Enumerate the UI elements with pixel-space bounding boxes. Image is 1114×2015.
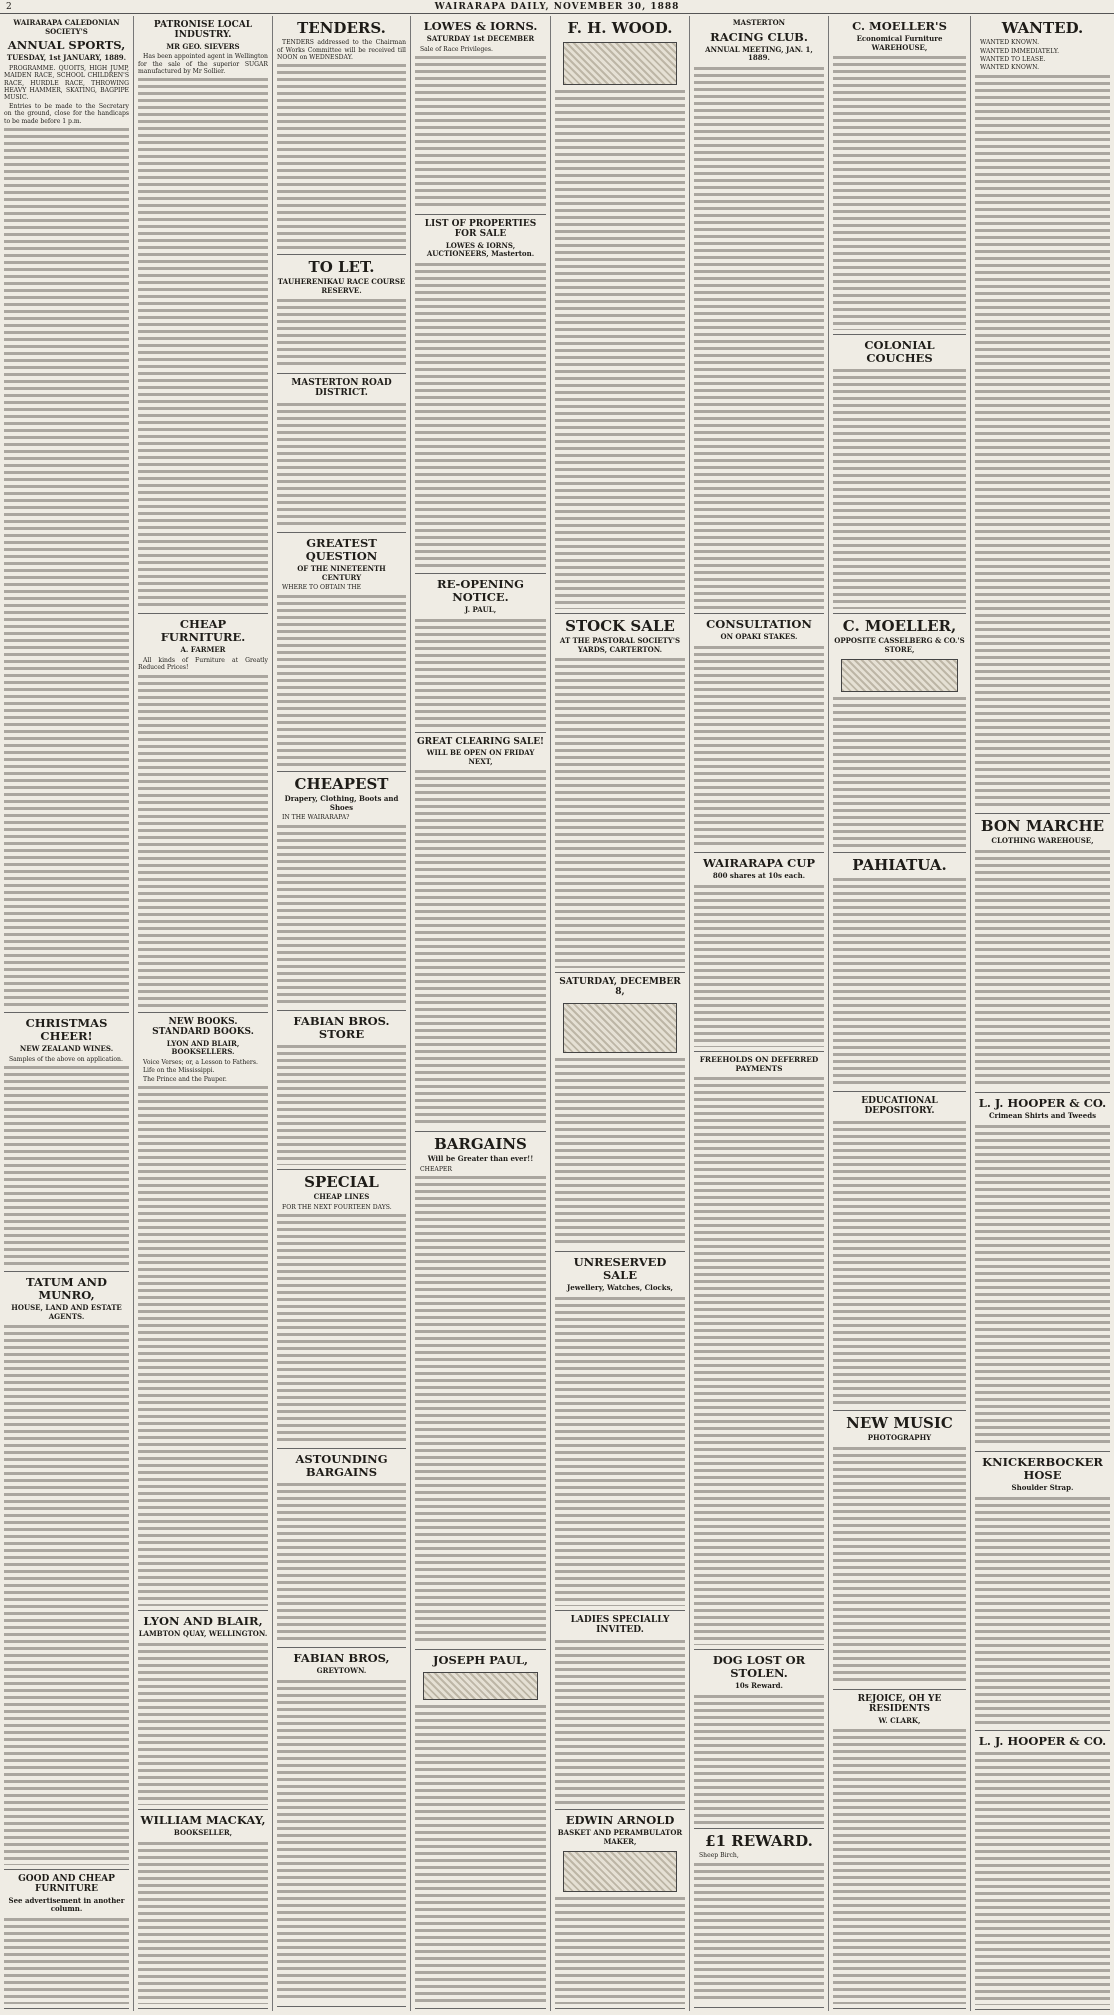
fine-print [415,1174,546,1645]
fine-print [415,1703,546,2004]
ad-body [4,65,129,126]
ad-paragraph: WANTED KNOWN. [980,64,1040,72]
ad-headline: C. MOELLER'S [852,19,947,33]
advertisement [555,16,685,614]
ad-headline: TO LET. [308,258,375,276]
ad-headline: C. MOELLER, [842,617,957,635]
fine-print [975,1750,1110,2005]
advertisement [4,16,129,1013]
fine-print [555,1638,685,1805]
ad-subheadline: See advertisement in another column. [8,1895,125,1914]
fine-print [833,695,966,848]
ad-body [975,39,1110,73]
fine-print [277,1043,406,1165]
ad-paragraph: FOR THE NEXT FOURTEEN DAYS. [282,1203,392,1211]
fine-print [277,823,406,1006]
ad-body [277,584,406,592]
ad-subheadline: W. CLARK, [878,1715,921,1725]
advertisement [415,1132,546,1650]
advertisement [415,574,546,733]
advertisement [975,814,1110,1093]
advertisement [415,16,546,215]
fine-print [833,54,966,330]
ad-headline: NEW BOOKS. STANDARD BOOKS. [152,1017,254,1038]
ad-subheadline: PHOTOGRAPHY [867,1433,932,1443]
ad-headline: L. J. HOOPER & CO. [978,1734,1107,1748]
ad-headline: £1 REWARD. [705,1832,813,1850]
fine-print [555,1056,685,1247]
advertisement [694,1052,824,1650]
ad-headline: NEW MUSIC [846,1414,953,1432]
fine-print [975,73,1110,809]
advertisement [833,335,966,614]
fine-print [4,126,129,1008]
advertisement [555,1810,685,2009]
ad-paragraph: Voice Verses; or, a Lesson to Fathers. [143,1058,258,1066]
page-number: 2 [6,2,12,12]
ad-body [277,814,406,822]
advertisement [975,1731,1110,2010]
fine-print [694,1861,824,2003]
fine-print [975,1495,1110,1726]
ad-subheadline: BOOKSELLER, [173,1828,233,1838]
advertisement [833,853,966,1092]
ad-subheadline: MR GEO. SIEVERS [166,41,240,51]
advertisement [277,374,406,533]
ad-paragraph: Sale of Race Privileges. [420,45,493,53]
ad-body [277,39,406,62]
ad-headline: L. J. HOOPER & CO. [978,1096,1107,1110]
ad-paragraph: CHEAPER [420,1165,452,1173]
ad-subheadline: Jewellery, Watches, Clocks, [566,1283,673,1293]
advertisement [4,1870,129,2009]
ad-headline: LOWES & IORNS. [423,19,538,33]
advertisement [277,772,406,1011]
ad-headline: F. H. WOOD. [567,19,673,37]
ad-subheadline: CLOTHING WAREHOUSE, [991,836,1094,846]
ad-subheadline: TUESDAY, 1st JANUARY, 1889. [6,53,127,63]
advertisement [555,1611,685,1810]
ad-headline: WAIRARAPA CUP [702,856,815,870]
ad-subheadline: LOWES & IORNS, AUCTIONEERS, Masterton. [426,240,535,259]
ad-headline: BARGAINS [434,1135,527,1153]
advertisement [277,1170,406,1449]
fine-print [694,1075,824,1645]
ad-subheadline: CHEAP LINES [313,1192,370,1202]
fine-print [138,1084,268,1606]
fine-print [277,1481,406,1643]
fine-print [694,644,824,848]
ad-body [138,1059,268,1084]
advertisement [277,1449,406,1648]
advertisement [415,733,546,1132]
fine-print [4,1916,129,2004]
advertisement [833,1411,966,1690]
ad-paragraph: IN THE WAIRARAPA? [282,814,350,822]
ad-subheadline: A. FARMER [180,645,226,655]
advertisement [694,16,824,614]
ad-headline: PAHIATUA. [852,856,947,874]
ad-subheadline: Will be Greater than ever!! [427,1154,534,1164]
ad-headline: LYON AND BLAIR, [143,1614,263,1628]
fine-print [833,367,966,609]
ad-paragraph: The Prince and the Pauper. [143,1075,227,1083]
advertisement [833,614,966,853]
ad-headline: BON MARCHE [980,817,1105,835]
ad-headline: GREAT CLEARING SALE! [416,737,545,747]
ad-subheadline: OF THE NINETEENTH CENTURY [297,564,386,582]
ad-subheadline: AT THE PASTORAL SOCIETY'S YARDS, CARTERTON. [559,636,681,654]
advertisement [975,1452,1110,1731]
ad-subheadline: SATURDAY 1st DECEMBER [426,34,535,44]
ad-headline: WANTED. [1001,19,1084,37]
ad-headline: COLONIAL COUCHES [864,338,935,366]
advertisement [277,255,406,374]
fine-print [833,876,966,1087]
engraving-illustration [563,1003,677,1053]
column-3 [273,16,411,2011]
fine-print [833,1727,966,2004]
ad-headline: CONSULTATION [706,617,812,631]
advertisement [694,853,824,1052]
ad-paragraph: Entries to be made to the Secretary on the ground, close for the handicaps to be made before 1 p.m. [4,102,129,125]
advertisement [4,1272,129,1870]
ad-subheadline: 800 shares at 10s each. [712,871,806,881]
ad-paragraph: Sheep Birch, [699,1852,739,1860]
ad-body [415,1166,546,1174]
ad-subheadline: WILL BE OPEN ON FRIDAY NEXT, [426,748,535,766]
ad-subheadline: ON OPAKI STAKES. [720,632,798,642]
ad-subheadline: GREYTOWN. [316,1666,367,1676]
fine-print [277,401,406,528]
ad-headline: FABIAN BROS. STORE [293,1014,390,1042]
fine-print [4,1064,129,1267]
ad-paragraph: Life on the Mississippi. [143,1067,215,1075]
ad-headline: TATUM AND MUNRO, [26,1275,107,1303]
fine-print [138,1840,268,2004]
ad-headline: RACING CLUB. [710,29,808,44]
ad-headline: REJOICE, OH YE RESIDENTS [857,1694,942,1715]
ad-paragraph: TENDERS addressed to the Chairman of Works Committee will be received till NOON on WEDNESDAY. [277,39,406,62]
fine-print [975,848,1110,1088]
ad-subheadline: Crimean Shirts and Tweeds [988,1111,1097,1121]
advertisement [277,1648,406,2007]
ad-subheadline: LYON AND BLAIR, BOOKSELLERS. [166,1038,240,1057]
fine-print [694,65,824,609]
column-2 [134,16,273,2011]
masthead [0,0,1114,14]
fine-print [415,768,546,1127]
fine-print [833,1445,966,1685]
advertisement [833,1690,966,2009]
fine-print [555,1895,685,2004]
ad-headline: MASTERTON ROAD DISTRICT. [291,378,392,399]
ad-headline: RE-OPENING NOTICE. [437,577,524,605]
advertisement [277,1011,406,1170]
ad-subheadline: BASKET AND PERAMBULATOR MAKER, [557,1828,683,1846]
ad-headline: TENDERS. [297,19,386,37]
fine-print [555,88,685,609]
ad-headline: WILLIAM MACKAY, [140,1813,266,1827]
ad-paragraph: Samples of the above on application. [9,1055,123,1063]
advertisement [277,533,406,772]
advertisement [555,614,685,973]
advertisement [138,1013,268,1611]
fine-print [694,883,824,1047]
ad-headline: DOG LOST OR STOLEN. [712,1653,806,1681]
ad-subheadline: OPPOSITE CASSELBERG & CO.'S STORE, [834,636,965,654]
ad-headline: GOOD AND CHEAP FURNITURE [18,1874,115,1895]
advertisement [138,16,268,614]
ad-subheadline: 10s Reward. [735,1681,783,1691]
fine-print [277,62,406,250]
fine-print [833,1119,966,1406]
fine-print [277,593,406,767]
advertisement [415,1650,546,2009]
ad-paragraph: PROGRAMME. QUOITS, HIGH JUMP, MAIDEN RACE, SCHOOL CHILDREN'S RACE, HURDLE RACE, THROWING HEAVY HAMMER, SKATING, BAGPIPE MUSIC. [4,64,129,102]
ad-paragraph: Has been appointed agent in Wellington for the sale of the superior SUGAR manufactured by Mr Sollier. [138,53,268,75]
ad-kicker: MASTERTON [732,18,786,27]
advertisement [555,1252,685,1611]
ad-subheadline: NEW ZEALAND WINES. [19,1044,114,1054]
engraving-illustration [423,1672,538,1700]
ad-paragraph: WANTED TO LEASE. [980,56,1046,64]
fine-print [415,261,546,569]
engraving-illustration [841,659,958,692]
ad-headline: FREEHOLDS ON DEFERRED PAYMENTS [699,1055,819,1073]
ad-subheadline: J. PAUL, [464,605,497,615]
ad-kicker: WAIRARAPA CALEDONIAN SOCIETY'S [13,18,120,36]
column-5 [551,16,690,2011]
ad-body [277,1204,406,1212]
advertisement [833,16,966,335]
ad-paragraph: All kinds of Furniture at Greatly Reduced Prices! [138,656,268,672]
ad-body [415,46,546,54]
ad-headline: GREATEST QUESTION [305,536,378,564]
advertisement [694,1650,824,1829]
ad-body [138,657,268,673]
ad-headline: CHEAPEST [294,775,389,793]
fine-print [415,54,546,210]
ad-headline: ASTOUNDING BARGAINS [295,1452,388,1480]
ad-headline: EDUCATIONAL DEPOSITORY. [861,1096,938,1117]
ad-headline: STOCK SALE [565,617,675,635]
advertisement [277,16,406,255]
column-6 [690,16,829,2011]
fine-print [555,1295,685,1606]
fine-print [138,76,268,609]
column-8 [971,16,1114,2011]
advertisement [975,1093,1110,1452]
advertisement [4,1013,129,1272]
advertisement [415,215,546,574]
ad-headline: ANNUAL SPORTS, [7,38,126,52]
ad-headline: KNICKERBOCKER HOSE [982,1455,1103,1483]
ad-subheadline: TAUHERENIKAU RACE COURSE RESERVE. [277,277,406,295]
fine-print [138,673,268,1008]
ad-subheadline: Shoulder Strap. [1011,1483,1074,1493]
ad-headline: CHRISTMAS CHEER! [25,1016,108,1044]
ad-headline: LADIES SPECIALLY INVITED. [570,1615,670,1636]
fine-print [277,297,406,369]
ad-headline: FABIAN BROS, [293,1651,390,1665]
engraving-illustration [563,42,677,85]
ad-paragraph: WANTED IMMEDIATELY. [980,47,1060,55]
ad-headline: LIST OF PROPERTIES FOR SALE [424,219,537,240]
fine-print [277,1678,406,2002]
advertisement [555,973,685,1252]
advertisement [138,614,268,1013]
ad-body [138,53,268,76]
ad-subheadline: Economical Furniture WAREHOUSE, [856,34,943,52]
ad-paragraph: WANTED KNOWN. [980,39,1040,47]
ad-headline: JOSEPH PAUL, [433,1653,528,1667]
engraving-illustration [563,1851,677,1892]
fine-print [694,1693,824,1824]
advertisement [138,1810,268,2009]
advertisement [833,1092,966,1411]
ad-headline: SATURDAY, DECEMBER 8, [559,977,681,998]
fine-print [277,1212,406,1444]
ad-subheadline: Drapery, Clothing, Boots and Shoes [284,794,399,812]
ad-paragraph: WHERE TO OBTAIN THE [282,584,362,592]
fine-print [4,1323,129,1865]
advertisement [975,16,1110,814]
column-7 [829,16,971,2011]
ad-headline: PATRONISE LOCAL INDUSTRY. [153,20,253,41]
ad-headline: SPECIAL [304,1173,379,1191]
ad-body [4,1056,129,1064]
column-1 [0,16,134,2011]
masthead-title: WAIRARAPA DAILY, NOVEMBER 30, 1888 [434,2,680,12]
ad-headline: UNRESERVED SALE [573,1255,667,1283]
column-4 [411,16,551,2011]
fine-print [138,1641,268,1805]
ad-body [694,1852,824,1860]
ad-subheadline: HOUSE, LAND AND ESTATE AGENTS. [11,1303,122,1321]
advertisement [694,614,824,853]
ad-headline: EDWIN ARNOLD [565,1813,675,1827]
advertisement [138,1611,268,1810]
ad-subheadline: ANNUAL MEETING, JAN. 1, 1889. [705,44,813,63]
ad-subheadline: LAMBTON QUAY, WELLINGTON. [138,1629,268,1639]
advertisement [694,1829,824,2008]
fine-print [555,656,685,968]
ad-headline: CHEAP FURNITURE. [160,617,246,645]
fine-print [415,617,546,728]
fine-print [975,1123,1110,1447]
